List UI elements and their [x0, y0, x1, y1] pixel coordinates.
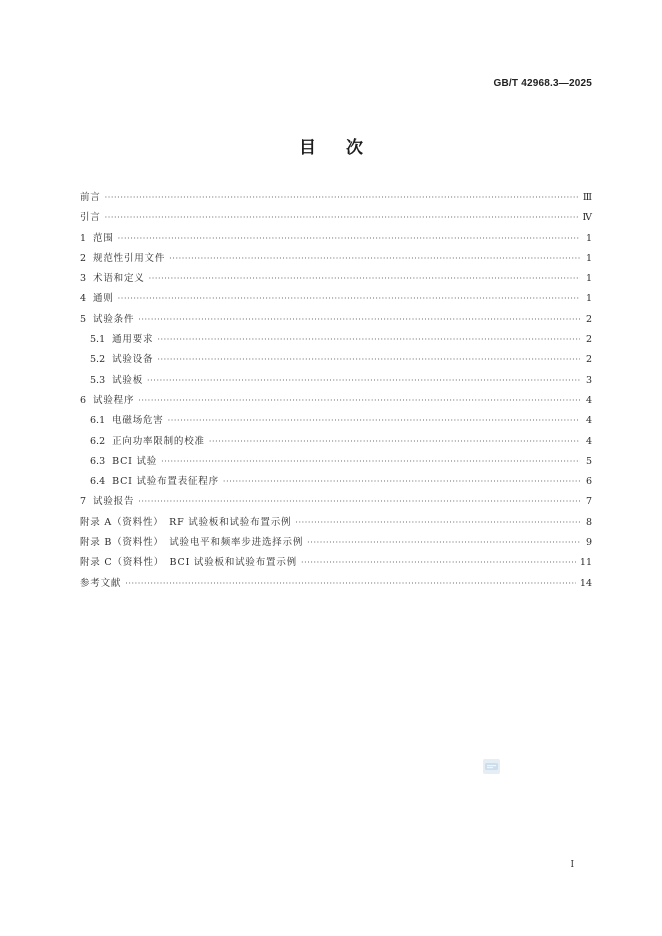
toc-entry[interactable]	[80, 553, 592, 573]
toc-entry[interactable]	[80, 229, 592, 249]
toc-entry-number: 3	[80, 273, 87, 285]
toc-leader-dots	[209, 432, 580, 452]
toc-entry-page: 2	[585, 313, 592, 325]
toc-entry[interactable]	[80, 249, 592, 269]
toc-entry-label: 试验板	[112, 374, 144, 386]
standard-code: GB/T 42968.3—2025	[493, 78, 592, 89]
toc-entry-page: Ⅳ	[582, 212, 592, 224]
toc-entry-label: 试验报告	[93, 496, 135, 508]
toc-leader-dots	[168, 411, 580, 431]
toc-leader-dots	[223, 472, 580, 492]
toc-entry[interactable]	[80, 452, 592, 472]
toc-leader-dots	[118, 289, 580, 309]
toc-entry-label: 通则	[93, 293, 114, 305]
toc-entry-label: 前言	[80, 192, 101, 203]
toc-entry-page: 1	[585, 273, 592, 285]
toc-leader-dots	[118, 229, 580, 249]
toc-leader-dots	[161, 452, 580, 472]
toc-entry-page: 1	[585, 252, 592, 264]
toc-entry-page: 2	[585, 354, 592, 366]
toc-leader-dots	[301, 553, 576, 573]
toc-leader-dots	[125, 574, 576, 594]
toc-leader-dots	[157, 350, 580, 370]
toc-leader-dots	[295, 513, 580, 533]
toc-entry-label: 试验条件	[93, 313, 135, 325]
toc-entry[interactable]	[80, 289, 592, 309]
watermark-logo	[483, 759, 500, 774]
toc-entry-page: 8	[585, 516, 592, 528]
toc-entry-number: 5.2	[90, 354, 106, 366]
toc-entry-number: 5.1	[90, 334, 106, 346]
toc-leader-dots	[138, 492, 580, 512]
toc-entry-label: 规范性引用文件	[93, 252, 166, 264]
page-number: I	[570, 860, 574, 870]
toc-entry[interactable]	[80, 371, 592, 391]
page-title: 目次	[299, 138, 393, 158]
toc-entry-page: 1	[585, 232, 592, 244]
table-of-contents	[80, 188, 592, 594]
toc-leader-dots	[105, 188, 579, 208]
toc-entry[interactable]	[80, 208, 592, 228]
toc-leader-dots	[138, 310, 580, 330]
toc-entry-label: 范围	[93, 232, 114, 244]
toc-entry-label: 附录 C（资料性） BCI 试验板和试验布置示例	[80, 557, 297, 569]
toc-leader-dots	[169, 249, 580, 269]
toc-entry-number: 6.3	[90, 455, 106, 467]
toc-entry-label: 正向功率限制的校准	[112, 435, 205, 447]
toc-leader-dots	[149, 269, 580, 289]
toc-entry-page: 3	[585, 374, 592, 386]
toc-entry-page: 6	[585, 476, 592, 488]
toc-entry-label: 附录 A（资料性） RF 试验板和试验布置示例	[80, 516, 292, 528]
toc-entry[interactable]	[80, 310, 592, 330]
toc-entry-page: Ⅲ	[582, 192, 592, 203]
toc-leader-dots	[157, 330, 580, 350]
toc-entry-number: 5.3	[90, 374, 106, 386]
toc-leader-dots	[307, 533, 580, 553]
toc-entry[interactable]	[80, 432, 592, 452]
toc-entry[interactable]	[80, 492, 592, 512]
toc-leader-dots	[138, 391, 580, 411]
toc-entry-number: 2	[80, 252, 87, 264]
toc-entry[interactable]	[80, 513, 592, 533]
toc-entry-page: 1	[585, 293, 592, 305]
toc-entry-label: 电磁场危害	[112, 415, 164, 427]
toc-entry-label: 附录 B（资料性） 试验电平和频率步进选择示例	[80, 537, 304, 549]
toc-leader-dots	[147, 371, 580, 391]
toc-entry-label: 通用要求	[112, 334, 154, 346]
toc-entry-label: BCI 试验	[112, 455, 158, 467]
toc-entry-page: 7	[585, 496, 592, 508]
toc-entry[interactable]	[80, 330, 592, 350]
toc-entry-label: BCI 试验布置表征程序	[112, 476, 219, 488]
toc-entry[interactable]	[80, 411, 592, 431]
toc-entry[interactable]	[80, 269, 592, 289]
toc-entry[interactable]	[80, 391, 592, 411]
toc-entry-page: 11	[579, 557, 592, 569]
toc-entry-label: 参考文献	[80, 577, 122, 589]
toc-entry-page: 4	[585, 435, 592, 447]
toc-entry[interactable]	[80, 350, 592, 370]
toc-entry[interactable]	[80, 188, 592, 208]
toc-entry-number: 6.4	[90, 476, 106, 488]
toc-entry-number: 6	[80, 394, 87, 406]
toc-entry-page: 9	[585, 537, 592, 549]
toc-entry-label: 引言	[80, 212, 101, 224]
toc-entry-number: 5	[80, 313, 87, 325]
toc-entry-page: 5	[585, 455, 592, 467]
toc-entry-page: 4	[585, 415, 592, 427]
toc-entry-page: 4	[585, 394, 592, 406]
toc-leader-dots	[105, 208, 579, 228]
toc-entry[interactable]	[80, 533, 592, 553]
toc-entry-number: 1	[80, 232, 87, 244]
toc-entry-label: 试验程序	[93, 394, 135, 406]
toc-entry[interactable]	[80, 472, 592, 492]
toc-entry-number: 4	[80, 293, 87, 305]
toc-entry[interactable]	[80, 574, 592, 594]
toc-entry-number: 6.2	[90, 435, 106, 447]
toc-entry-number: 7	[80, 496, 87, 508]
toc-entry-page: 2	[585, 334, 592, 346]
toc-entry-page: 14	[579, 577, 592, 589]
toc-entry-label: 术语和定义	[93, 273, 145, 285]
toc-entry-label: 试验设备	[112, 354, 154, 366]
toc-entry-number: 6.1	[90, 415, 106, 427]
